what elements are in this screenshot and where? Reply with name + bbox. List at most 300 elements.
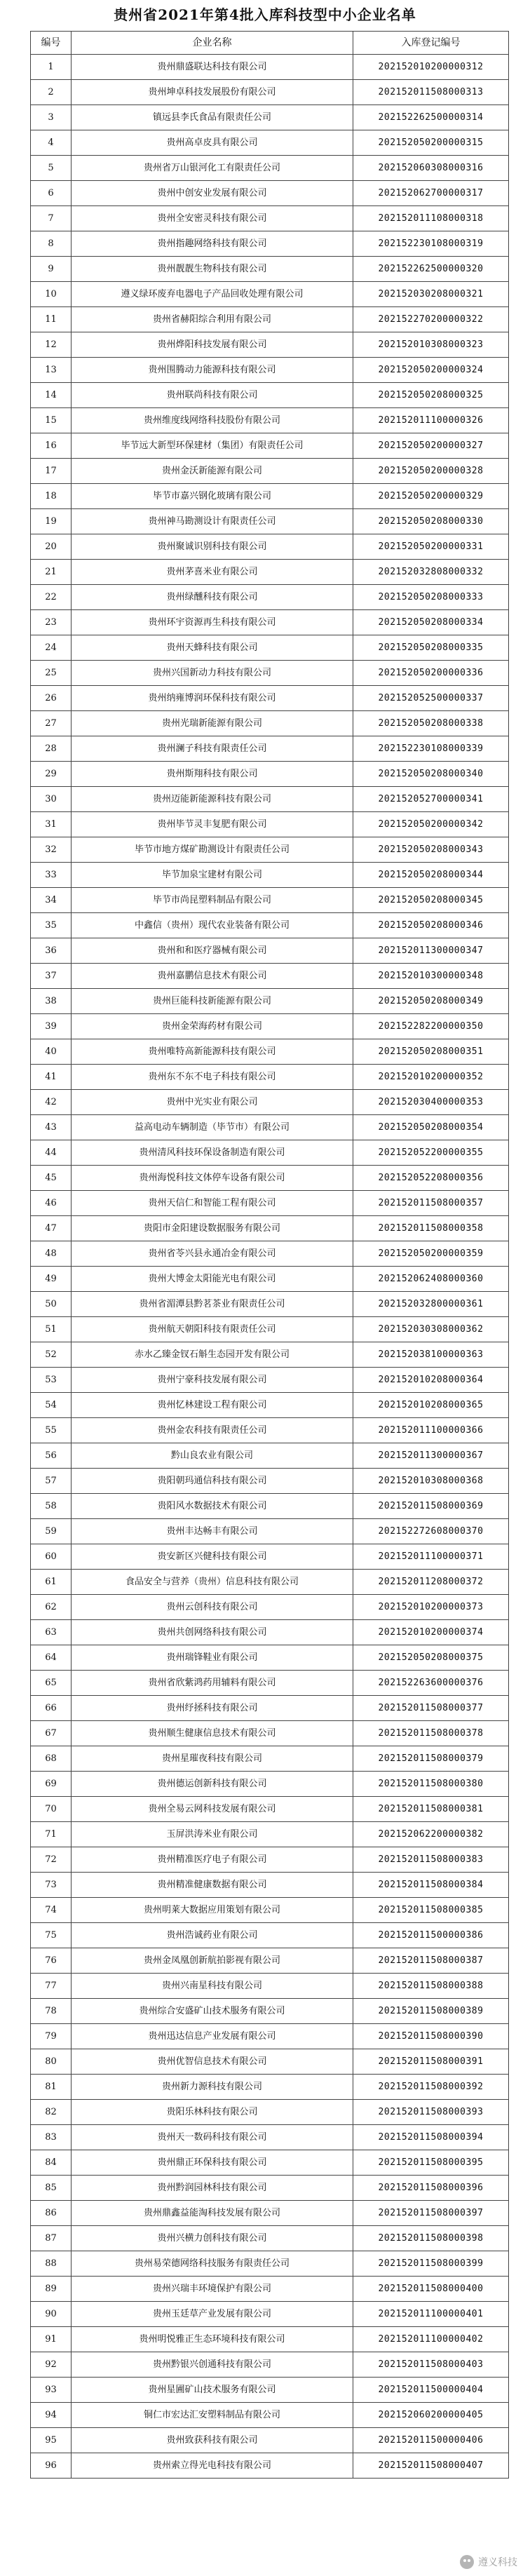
cell-number: 56 [31,1443,72,1469]
cell-company-name: 贵州海悦科技文体停车设备有限公司 [72,1166,353,1191]
cell-number: 86 [31,2201,72,2226]
table-row [31,1418,509,1443]
cell-number: 66 [31,1696,72,1721]
cell-registration-code: 202152062700000317 [353,181,509,206]
cell-number: 74 [31,1898,72,1923]
table-row [31,913,509,938]
watermark [460,2554,517,2570]
table-row [31,2277,509,2302]
cell-number: 5 [31,156,72,181]
cell-company-name: 毕节加泉宝建材有限公司 [72,863,353,888]
table-row [31,661,509,686]
cell-registration-code: 202152050208000346 [353,913,509,938]
cell-number: 84 [31,2150,72,2176]
cell-registration-code: 202152011508000407 [353,2453,509,2479]
table-row [31,1469,509,1494]
cell-company-name: 贵州天蜂科技有限公司 [72,635,353,661]
cell-number: 38 [31,989,72,1014]
cell-number: 31 [31,812,72,837]
table-row [31,2100,509,2125]
cell-number: 2 [31,80,72,105]
table-row [31,1241,509,1267]
cell-company-name: 贵州顺生健康信息技术有限公司 [72,1721,353,1746]
cell-company-name: 贵州省苓兴县永通冶金有限公司 [72,1241,353,1267]
cell-registration-code: 202152011508000396 [353,2176,509,2201]
table-row [31,181,509,206]
cell-company-name: 贵州浩诚药业有限公司 [72,1923,353,1948]
cell-number: 95 [31,2428,72,2453]
cell-company-name: 遵义绿环废弃电器电子产品回收处理有限公司 [72,282,353,307]
table-row [31,2378,509,2403]
table-row [31,1898,509,1923]
cell-company-name: 贵州迈能新能源科技有限公司 [72,787,353,812]
cell-registration-code: 202152011508000400 [353,2277,509,2302]
table-row [31,130,509,156]
cell-company-name: 贵州聚诚识别科技有限公司 [72,534,353,560]
cell-registration-code: 202152052200000355 [353,1140,509,1166]
cell-company-name: 贵州金农科技有限责任公司 [72,1418,353,1443]
table-header-row [31,32,509,55]
cell-company-name: 贵州黔银兴创通科技有限公司 [72,2352,353,2378]
cell-company-name: 贵州鼎鑫益能淘科技发展有限公司 [72,2201,353,2226]
table-row [31,1923,509,1948]
cell-number: 25 [31,661,72,686]
cell-company-name: 贵州精准医疗电子有限公司 [72,1847,353,1873]
table-row [31,1671,509,1696]
cell-company-name: 贵州共创网络科技有限公司 [72,1620,353,1645]
cell-registration-code: 202152272608000370 [353,1519,509,1544]
cell-number: 83 [31,2125,72,2150]
cell-number: 49 [31,1267,72,1292]
cell-registration-code: 202152050200000324 [353,358,509,383]
cell-number: 7 [31,206,72,231]
cell-number: 61 [31,1570,72,1595]
cell-company-name: 贵州星璀夜科技有限公司 [72,1746,353,1772]
cell-number: 90 [31,2302,72,2327]
table-body [31,55,509,2479]
cell-registration-code: 202152060200000405 [353,2403,509,2428]
cell-number: 79 [31,2024,72,2049]
cell-company-name: 贵州围腾动力能源科技有限公司 [72,358,353,383]
cell-company-name: 益高电动车辆制造（毕节市）有限公司 [72,1115,353,1140]
header-company-name: 企业名称 [72,32,353,55]
cell-number: 29 [31,762,72,787]
cell-number: 37 [31,964,72,989]
cell-company-name: 贵州明悦雅正生态环境科技有限公司 [72,2327,353,2352]
cell-registration-code: 202152050208000375 [353,1645,509,1671]
cell-number: 68 [31,1746,72,1772]
table-row [31,1620,509,1645]
cell-registration-code: 202152050208000349 [353,989,509,1014]
cell-registration-code: 202152062200000382 [353,1822,509,1847]
table-row [31,1645,509,1671]
cell-number: 35 [31,913,72,938]
cell-registration-code: 202152050200000331 [353,534,509,560]
cell-number: 6 [31,181,72,206]
table-row [31,1570,509,1595]
table-row [31,1974,509,1999]
cell-company-name: 贵州鼎正环保科技有限公司 [72,2150,353,2176]
table-row [31,307,509,332]
table-row [31,610,509,635]
cell-company-name: 毕节市嘉兴钢化玻璃有限公司 [72,484,353,509]
table-row [31,1216,509,1241]
cell-company-name: 贵阳市金阳建设数据服务有限公司 [72,1216,353,1241]
cell-registration-code: 202152030308000362 [353,1317,509,1342]
cell-registration-code: 202152011508000395 [353,2150,509,2176]
cell-number: 20 [31,534,72,560]
cell-registration-code: 202152060308000316 [353,156,509,181]
cell-number: 54 [31,1393,72,1418]
cell-registration-code: 202152050200000329 [353,484,509,509]
table-row [31,863,509,888]
cell-registration-code: 202152230108000339 [353,736,509,762]
cell-company-name: 贵州澜子科技有限责任公司 [72,736,353,762]
cell-company-name: 贵州索立得光电科技有限公司 [72,2453,353,2479]
cell-registration-code: 202152010308000323 [353,332,509,358]
table-row [31,1443,509,1469]
table-row [31,55,509,80]
table-row [31,1115,509,1140]
cell-registration-code: 202152010200000373 [353,1595,509,1620]
table-row [31,686,509,711]
table-row [31,736,509,762]
cell-registration-code: 202152270200000322 [353,307,509,332]
cell-number: 45 [31,1166,72,1191]
cell-company-name: 贵州光瑞新能源有限公司 [72,711,353,736]
cell-company-name: 贵州毕节灵丰复肥有限公司 [72,812,353,837]
cell-number: 11 [31,307,72,332]
table-row [31,2403,509,2428]
wechat-icon [460,2555,474,2569]
cell-company-name: 贵州丰达畅丰有限公司 [72,1519,353,1544]
cell-company-name: 中鑫信（贵州）现代农业装备有限公司 [72,913,353,938]
cell-registration-code: 202152011508000391 [353,2049,509,2075]
cell-company-name: 贵州星圃矿山技术服务有限公司 [72,2378,353,2403]
table-row [31,1696,509,1721]
cell-registration-code: 202152050208000351 [353,1039,509,1065]
cell-number: 12 [31,332,72,358]
cell-number: 89 [31,2277,72,2302]
cell-company-name: 毕节远大新型环保建材（集团）有限责任公司 [72,433,353,459]
cell-registration-code: 202152050208000345 [353,888,509,913]
table-row [31,2125,509,2150]
cell-company-name: 贵州联尚科技有限公司 [72,383,353,408]
table-row [31,156,509,181]
table-row [31,459,509,484]
table-row [31,2428,509,2453]
table-row [31,888,509,913]
cell-company-name: 贵州中创安业发展有限公司 [72,181,353,206]
table-row [31,2453,509,2479]
cell-registration-code: 202152052500000337 [353,686,509,711]
cell-registration-code: 202152011508000388 [353,1974,509,1999]
table-row [31,1368,509,1393]
cell-company-name: 贵州茅喜米业有限公司 [72,560,353,585]
cell-company-name: 贵州瑞锋鞋业有限公司 [72,1645,353,1671]
table-row [31,787,509,812]
table-row [31,989,509,1014]
cell-company-name: 贵州迅达信息产业发展有限公司 [72,2024,353,2049]
cell-registration-code: 202152050208000334 [353,610,509,635]
table-row [31,105,509,130]
cell-number: 65 [31,1671,72,1696]
cell-registration-code: 202152010208000364 [353,1368,509,1393]
cell-company-name: 贵州鼎盛联达科技有限公司 [72,55,353,80]
cell-company-name: 贵州省万山银河化工有限责任公司 [72,156,353,181]
cell-number: 94 [31,2403,72,2428]
cell-registration-code: 202152032800000361 [353,1292,509,1317]
table-row [31,2251,509,2277]
table-row [31,1721,509,1746]
cell-registration-code: 202152011508000403 [353,2352,509,2378]
cell-company-name: 贵州云创科技有限公司 [72,1595,353,1620]
cell-registration-code: 202152011100000401 [353,2302,509,2327]
header-registration-code: 入库登记编号 [353,32,509,55]
cell-company-name: 贵州省湄潭县黔茗茶业有限责任公司 [72,1292,353,1317]
cell-company-name: 贵州易荣德网络科技服务有限责任公司 [72,2251,353,2277]
cell-number: 32 [31,837,72,863]
cell-number: 13 [31,358,72,383]
cell-number: 80 [31,2049,72,2075]
cell-company-name: 贵州全易云网科技发展有限公司 [72,1797,353,1822]
cell-number: 22 [31,585,72,610]
cell-number: 26 [31,686,72,711]
document-title: 贵州省2021年第4批入库科技型中小企业名单 [114,6,416,23]
cell-company-name: 贵州兴国新动力科技有限公司 [72,661,353,686]
cell-number: 46 [31,1191,72,1216]
cell-registration-code: 202152011508000387 [353,1948,509,1974]
table-row [31,1873,509,1898]
cell-number: 50 [31,1292,72,1317]
cell-registration-code: 202152011508000381 [353,1797,509,1822]
cell-company-name: 贵州东不东不电子科技有限公司 [72,1065,353,1090]
table-row [31,1999,509,2024]
cell-number: 71 [31,1822,72,1847]
table-row [31,1494,509,1519]
table-row [31,2150,509,2176]
cell-registration-code: 202152050200000359 [353,1241,509,1267]
cell-number: 3 [31,105,72,130]
cell-registration-code: 202152262500000314 [353,105,509,130]
cell-registration-code: 202152011508000378 [353,1721,509,1746]
cell-registration-code: 202152062408000360 [353,1267,509,1292]
table-row [31,1065,509,1090]
cell-number: 92 [31,2352,72,2378]
cell-number: 62 [31,1595,72,1620]
cell-registration-code: 202152050208000325 [353,383,509,408]
cell-company-name: 贵州忆林建设工程有限公司 [72,1393,353,1418]
cell-company-name: 贵州兴瑞丰环境保护有限公司 [72,2277,353,2302]
cell-number: 9 [31,257,72,282]
cell-registration-code: 202152011100000366 [353,1418,509,1443]
cell-registration-code: 202152030208000321 [353,282,509,307]
cell-company-name: 贵州省欣紫鸿药用辅料有限公司 [72,1671,353,1696]
cell-registration-code: 202152011508000397 [353,2201,509,2226]
cell-number: 57 [31,1469,72,1494]
cell-company-name: 贵州唯特高新能源科技有限公司 [72,1039,353,1065]
cell-company-name: 贵州德运创新科技有限公司 [72,1772,353,1797]
cell-company-name: 贵州和和医疗器械有限公司 [72,938,353,964]
table-row [31,2352,509,2378]
cell-company-name: 贵州靓靓生物科技有限公司 [72,257,353,282]
cell-company-name: 贵州新力源科技有限公司 [72,2075,353,2100]
cell-registration-code: 202152011508000357 [353,1191,509,1216]
cell-registration-code: 202152011508000377 [353,1696,509,1721]
cell-company-name: 贵州嘉鹏信息技术有限公司 [72,964,353,989]
cell-registration-code: 202152011500000404 [353,2378,509,2403]
cell-company-name: 贵州全安密灵科技有限公司 [72,206,353,231]
table-row [31,1544,509,1570]
cell-registration-code: 202152050208000330 [353,509,509,534]
cell-registration-code: 202152050208000338 [353,711,509,736]
cell-registration-code: 202152010200000312 [353,55,509,80]
cell-number: 48 [31,1241,72,1267]
table-row [31,1166,509,1191]
cell-registration-code: 202152011508000394 [353,2125,509,2150]
cell-registration-code: 202152011508000385 [353,1898,509,1923]
cell-number: 53 [31,1368,72,1393]
table-row [31,206,509,231]
cell-registration-code: 202152011508000369 [353,1494,509,1519]
table-row [31,2176,509,2201]
cell-number: 39 [31,1014,72,1039]
cell-registration-code: 202152011508000383 [353,1847,509,1873]
cell-registration-code: 202152010200000352 [353,1065,509,1090]
watermark-text: 遵义科技 [478,2557,517,2568]
cell-number: 4 [31,130,72,156]
cell-number: 43 [31,1115,72,1140]
cell-company-name: 贵州金沃新能源有限公司 [72,459,353,484]
table-row [31,383,509,408]
cell-number: 51 [31,1317,72,1342]
cell-company-name: 贵州航天朝阳科技有限责任公司 [72,1317,353,1342]
cell-number: 1 [31,55,72,80]
cell-company-name: 镇远县李氏食品有限责任公司 [72,105,353,130]
table-row [31,1847,509,1873]
table-row [31,1746,509,1772]
cell-number: 52 [31,1342,72,1368]
cell-registration-code: 202152011300000347 [353,938,509,964]
cell-number: 14 [31,383,72,408]
cell-company-name: 贵州绿醺科技有限公司 [72,585,353,610]
cell-company-name: 贵州巨能科技新能源有限公司 [72,989,353,1014]
cell-number: 30 [31,787,72,812]
cell-number: 67 [31,1721,72,1746]
cell-number: 55 [31,1418,72,1443]
cell-company-name: 贵州纳雍博润环保科技有限公司 [72,686,353,711]
table-row [31,509,509,534]
table-row [31,1191,509,1216]
table-row [31,1393,509,1418]
table-row [31,1519,509,1544]
cell-company-name: 贵州高卓皮具有限公司 [72,130,353,156]
table-row [31,2049,509,2075]
cell-company-name: 贵州坤卓科技发展股份有限公司 [72,80,353,105]
cell-company-name: 贵州优智信息技术有限公司 [72,2049,353,2075]
table-row [31,408,509,433]
cell-registration-code: 202152011108000318 [353,206,509,231]
cell-number: 59 [31,1519,72,1544]
cell-registration-code: 202152038100000363 [353,1342,509,1368]
table-row [31,80,509,105]
cell-registration-code: 202152010200000374 [353,1620,509,1645]
table-row [31,332,509,358]
cell-registration-code: 202152010300000348 [353,964,509,989]
cell-company-name: 毕节市尚昆塑料制品有限公司 [72,888,353,913]
cell-registration-code: 202152011500000406 [353,2428,509,2453]
cell-company-name: 贵州天信仁和智能工程有限公司 [72,1191,353,1216]
cell-registration-code: 202152011500000386 [353,1923,509,1948]
cell-number: 34 [31,888,72,913]
cell-company-name: 贵州综合安盛矿山技术服务有限公司 [72,1999,353,2024]
table-row [31,2201,509,2226]
cell-company-name: 贵州大博金太阳能光电有限公司 [72,1267,353,1292]
cell-number: 42 [31,1090,72,1115]
cell-number: 41 [31,1065,72,1090]
cell-number: 81 [31,2075,72,2100]
cell-registration-code: 202152011100000371 [353,1544,509,1570]
cell-registration-code: 202152050200000336 [353,661,509,686]
table-row [31,1014,509,1039]
cell-registration-code: 202152011508000390 [353,2024,509,2049]
cell-number: 23 [31,610,72,635]
cell-registration-code: 202152010308000368 [353,1469,509,1494]
cell-company-name: 贵阳乐林科技有限公司 [72,2100,353,2125]
table-row [31,1317,509,1342]
cell-company-name: 赤水乙臻金钗石斛生态园开发有限公司 [72,1342,353,1368]
cell-registration-code: 202152052700000341 [353,787,509,812]
table-row [31,812,509,837]
cell-registration-code: 202152050208000354 [353,1115,509,1140]
table-row [31,1342,509,1368]
cell-company-name: 贵州烨阳科技发展有限公司 [72,332,353,358]
cell-registration-code: 202152011508000380 [353,1772,509,1797]
table-row [31,2075,509,2100]
table-row [31,560,509,585]
table-row [31,2226,509,2251]
cell-number: 96 [31,2453,72,2479]
table-row [31,257,509,282]
cell-number: 36 [31,938,72,964]
cell-company-name: 黔山良农业有限公司 [72,1443,353,1469]
cell-number: 28 [31,736,72,762]
table-row [31,837,509,863]
cell-registration-code: 202152052208000356 [353,1166,509,1191]
cell-number: 77 [31,1974,72,1999]
cell-registration-code: 202152011508000313 [353,80,509,105]
cell-number: 75 [31,1923,72,1948]
cell-number: 64 [31,1645,72,1671]
cell-registration-code: 202152011508000392 [353,2075,509,2100]
cell-number: 73 [31,1873,72,1898]
cell-registration-code: 202152011508000379 [353,1746,509,1772]
cell-number: 76 [31,1948,72,1974]
cell-company-name: 铜仁市宏达汇安塑料制品有限公司 [72,2403,353,2428]
cell-registration-code: 202152230108000319 [353,231,509,257]
cell-registration-code: 202152050208000333 [353,585,509,610]
cell-company-name: 贵州致获科技有限公司 [72,2428,353,2453]
table-row [31,1595,509,1620]
cell-registration-code: 202152011508000389 [353,1999,509,2024]
table-row [31,534,509,560]
cell-registration-code: 202152011300000367 [353,1443,509,1469]
cell-registration-code: 202152011208000372 [353,1570,509,1595]
cell-number: 40 [31,1039,72,1065]
cell-company-name: 贵州金荣海药材有限公司 [72,1014,353,1039]
cell-company-name: 食品安全与营养（贵州）信息科技有限公司 [72,1570,353,1595]
cell-number: 27 [31,711,72,736]
